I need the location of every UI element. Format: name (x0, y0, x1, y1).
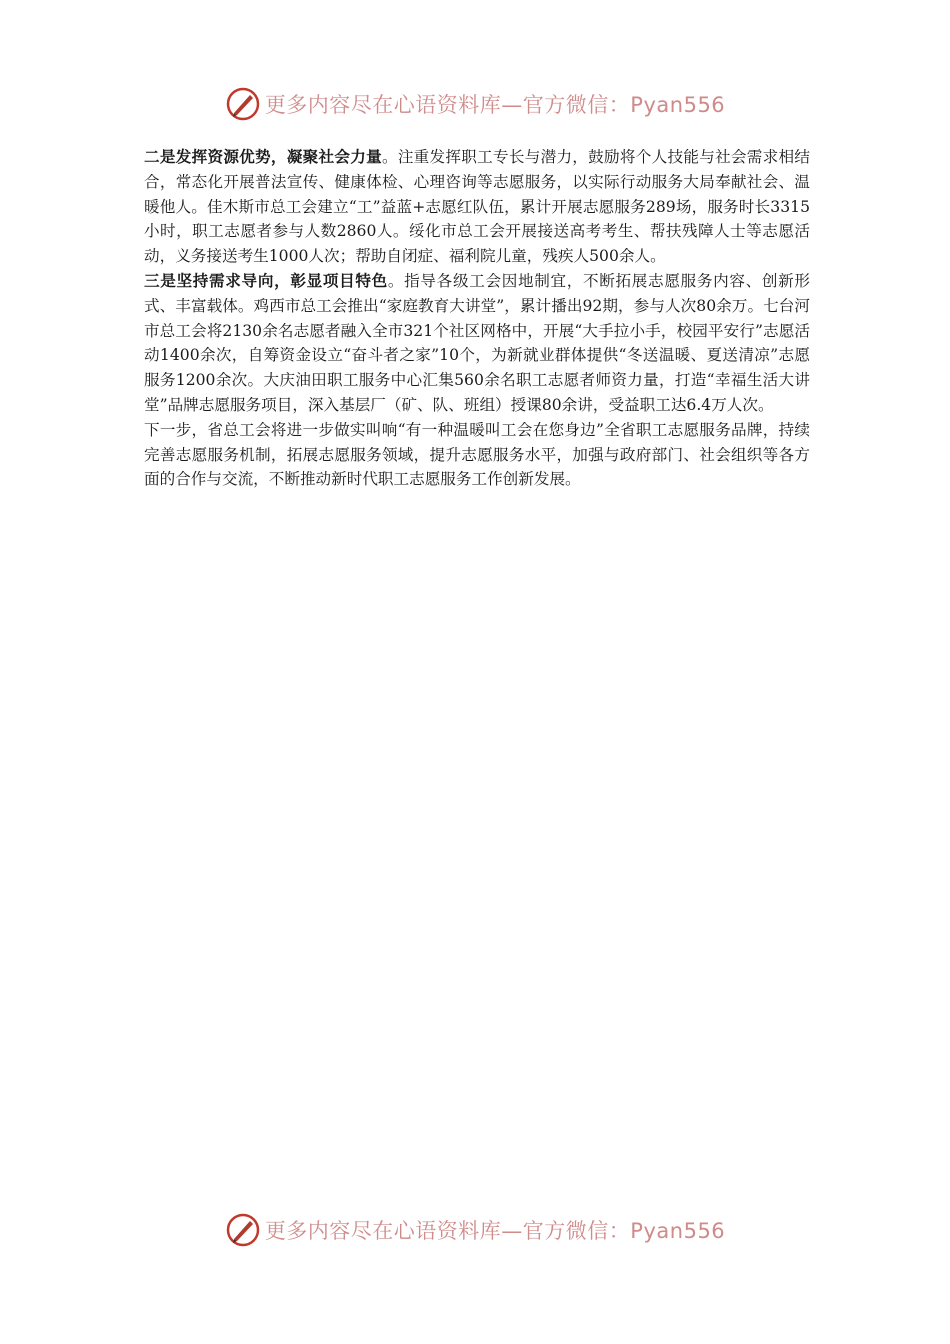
paragraph-lead: 三是坚持需求导向，彰显项目特色 (144, 271, 388, 290)
paragraph-lead: 二是发挥资源优势，凝聚社会力量 (144, 148, 382, 166)
footer-watermark (0, 1210, 950, 1250)
watermark-text: 更多内容尽在心语资料库—官方微信：Pyan556 (264, 1219, 726, 1243)
paragraph (144, 145, 810, 269)
pen-logo-icon (225, 86, 261, 122)
paragraph (144, 269, 810, 418)
watermark-text: 更多内容尽在心语资料库—官方微信：Pyan556 (264, 93, 726, 117)
paragraph-body: 。指导各级工会因地制宜，不断拓展志愿服务内容、创新形式、丰富载体。鸡西市总工会推出“家庭教育大讲堂”，累计播出92期，参与人次80余万。七台河市总工会将2130余名志愿者融入全市321个社区网格中，开展“大手拉小手，校园平安行”志愿活动1400余次，自筹资金设立“奋斗者之家”10个，为新就业群体提供“冬送温暖、夏送清凉”志愿服务1200余次。大庆油田职工服务中心汇集560余名职工志愿者师资力量，打造“幸福生活大讲堂”品牌志愿服务项目，深入基层厂（矿、队、班组）授课80余讲，受益职工达6.4万人次。 (144, 271, 810, 414)
header-watermark (0, 84, 950, 124)
paragraph-body: 下一步，省总工会将进一步做实叫响“有一种温暖叫工会在您身边”全省职工志愿服务品牌，持续完善志愿服务机制，拓展志愿服务领域，提升志愿服务水平，加强与政府部门、社会组织等各方面的合作与交流，不断推动新时代职工志愿服务工作创新发展。 (144, 420, 810, 489)
paragraph-body: 。注重发挥职工专长与潜力，鼓励将个人技能与社会需求相结合，常态化开展普法宣传、健康体检、心理咨询等志愿服务，以实际行动服务大局奉献社会、温暖他人。佳木斯市总工会建立“工”益蓝+志愿红队伍，累计开展志愿服务289场，服务时长3315小时，职工志愿者参与人数2860人。绥化市总工会开展接送高考考生、帮扶残障人士等志愿活动，义务接送考生1000人次；帮助自闭症、福利院儿童，残疾人500余人。 (144, 148, 810, 266)
document-body (144, 145, 810, 492)
paragraph (144, 418, 810, 492)
pen-logo-icon (225, 1212, 261, 1248)
